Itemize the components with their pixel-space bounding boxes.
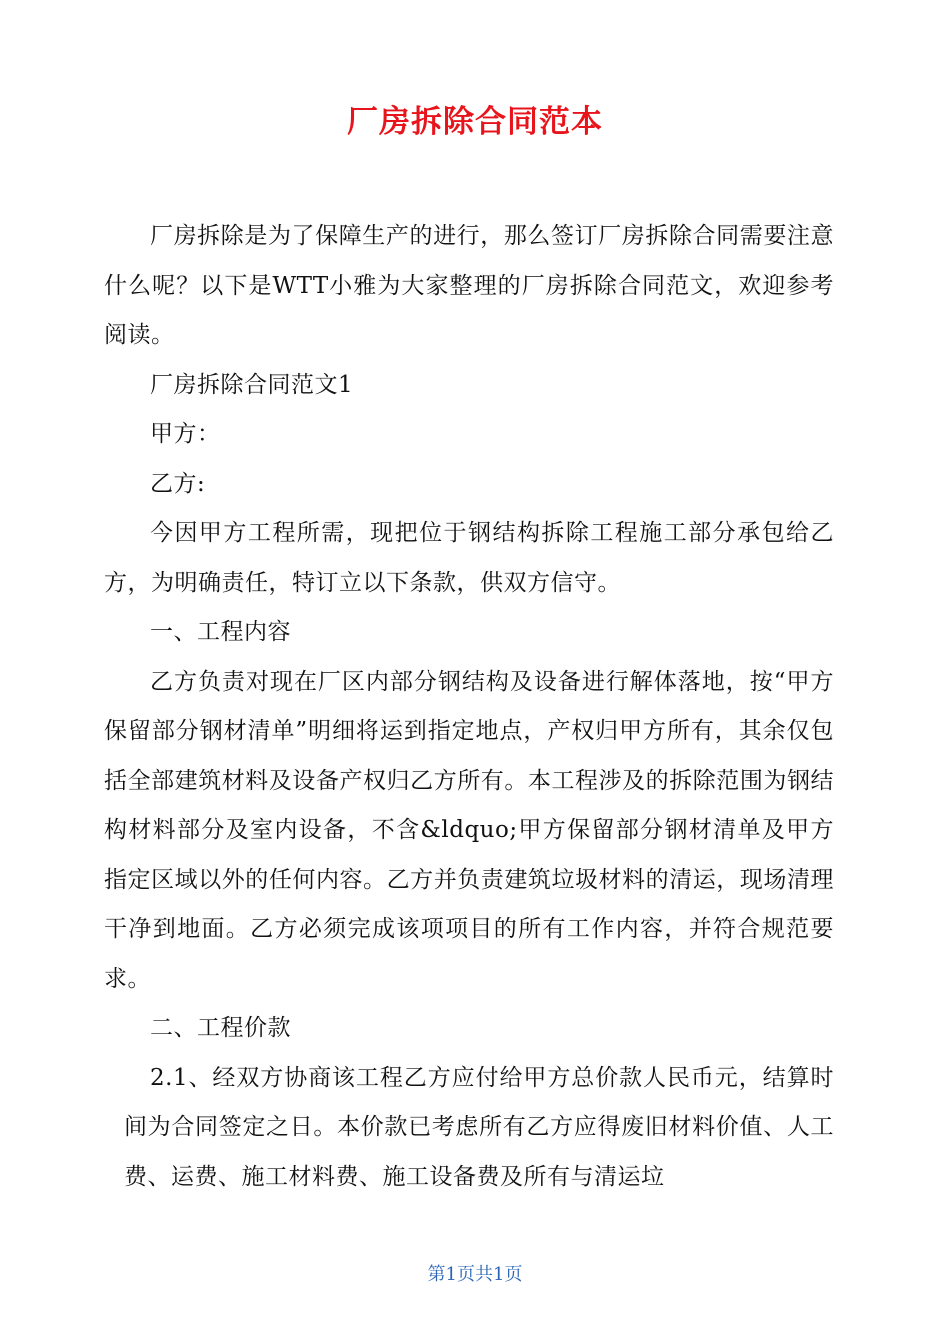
contract-heading: 厂房拆除合同范文1	[150, 371, 354, 398]
intro-paragraph: 厂房拆除是为了保障生产的进行，那么签订厂房拆除合同需要注意什么呢？以下是WTT小雅为大家整理的厂房拆除合同范文，欢迎参考阅读。	[104, 223, 834, 348]
clause-2-1-paragraph: 2.1、经双方协商该工程乙方应付给甲方总价款人民币元，结算时间为合同签定之日。本价款已考虑所有乙方应得废旧材料价值、人工费、运费、施工材料费、施工设备费及所有与清运垃	[124, 1064, 834, 1190]
party-b-line: 乙方:	[150, 470, 206, 497]
page-footer: 第1页共1页	[427, 1264, 523, 1285]
document-body	[104, 212, 834, 1202]
section-heading-1: 一、工程内容	[150, 619, 291, 645]
party-a-line: 甲方：	[150, 421, 221, 447]
preamble-paragraph: 今因甲方工程所需，现把位于钢结构拆除工程施工部分承包给乙方，为明确责任，特订立以下条款，供双方信守。	[104, 520, 834, 596]
section-heading-2: 二、工程价款	[150, 1015, 291, 1041]
section-1-paragraph: 乙方负责对现在厂区内部分钢结构及设备进行解体落地，按“甲方保留部分钢材清单”明细将运到指定地点，产权归甲方所有，其余仅包括全部建筑材料及设备产权归乙方所有。本工程涉及的拆除范围为钢结构材料部分及室内设备，不含&ldquo;甲方保留部分钢材清单及甲方指定区域以外的任何内容。乙方并负责建筑垃圾材料的清运，现场清理干净到地面。乙方必须完成该项项目的所有工作内容，并符合规范要求。	[104, 668, 834, 992]
document-title: 厂房拆除合同范本	[347, 104, 603, 140]
